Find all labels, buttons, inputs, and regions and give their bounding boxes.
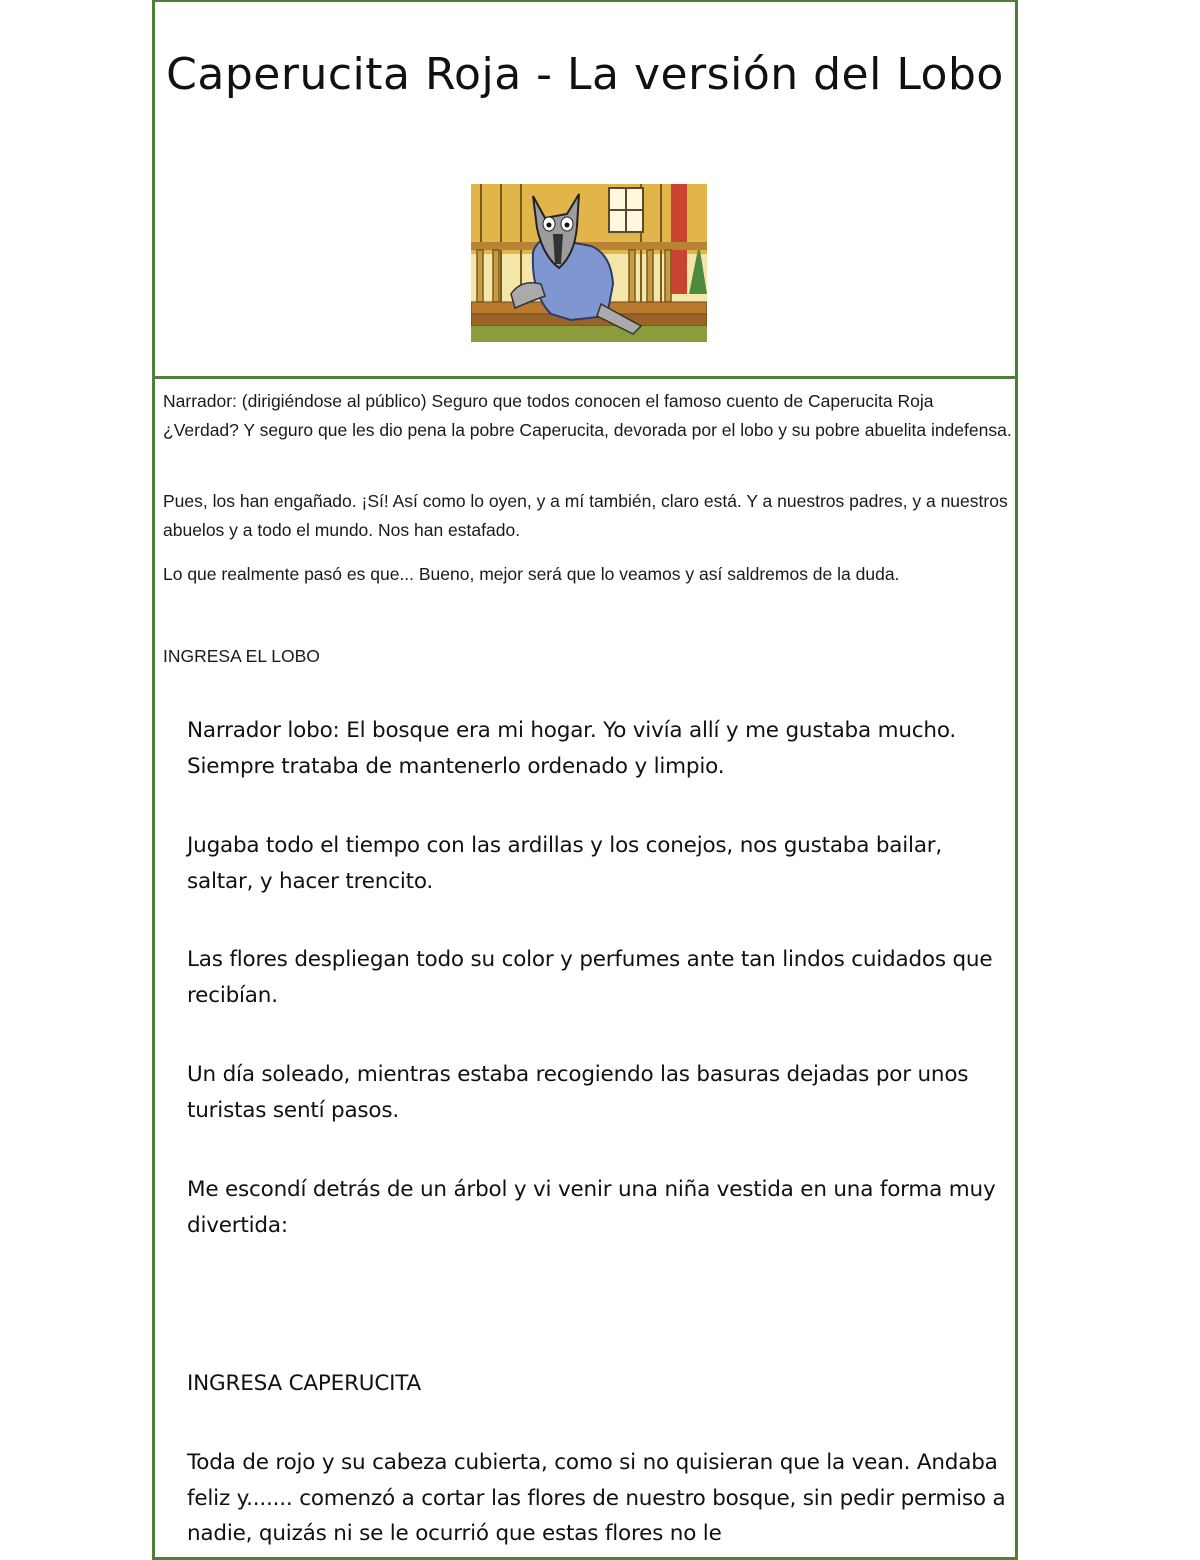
title-section bbox=[155, 2, 1015, 379]
wolf-paragraph: Las flores despliegan todo su color y perfumes ante tan lindos cuidados que recibían. bbox=[187, 947, 993, 1008]
narrator-paragraph: Narrador: (dirigiéndose al público) Seguro que todos conocen el famoso cuento de Caperucita Roja ¿Verdad? Y seguro que les dio pena la pobre Caperucita, devorada por el lobo y su pobre abuelita indefensa. bbox=[163, 391, 1012, 440]
narrator-paragraph: Lo que realmente pasó es que... Bueno, mejor será que lo veamos y así saldremos de la duda. bbox=[163, 564, 900, 584]
wolf-paragraph: Narrador lobo: El bosque era mi hogar. Yo vivía allí y me gustaba mucho. Siempre trataba de mantenerlo ordenado y limpio. bbox=[187, 718, 957, 779]
wolf-paragraph: Un día soleado, mientras estaba recogiendo las basuras dejadas por unos turistas sentí pasos. bbox=[187, 1062, 969, 1123]
wolf-paragraph: Me escondí detrás de un árbol y vi venir una niña vestida en una forma muy divertida: bbox=[187, 1177, 996, 1238]
wolf-illustration-icon bbox=[471, 184, 707, 342]
stage-direction: INGRESA CAPERUCITA bbox=[187, 1371, 422, 1396]
stage-direction: INGRESA EL LOBO bbox=[163, 646, 320, 666]
narrator-paragraph: Pues, los han engañado. ¡Sí! Así como lo oyen, y a mí también, claro está. Y a nuestros padres, y a nuestros abuelos y a todo el mundo. Nos han estafado. bbox=[163, 491, 1008, 540]
page-frame bbox=[152, 0, 1018, 1560]
closing-paragraph: Toda de rojo y su cabeza cubierta, como si no quisieran que la vean. Andaba feliz y....... comenzó a cortar las flores de nuestro bosque, sin pedir permiso a nadie, quizás ni se le ocurrió que estas flores no le bbox=[187, 1450, 1006, 1546]
wolf-paragraph: Jugaba todo el tiempo con las ardillas y los conejos, nos gustaba bailar, saltar, y hacer trencito. bbox=[187, 833, 943, 894]
page-title: Caperucita Roja - La versión del Lobo bbox=[166, 49, 1004, 100]
